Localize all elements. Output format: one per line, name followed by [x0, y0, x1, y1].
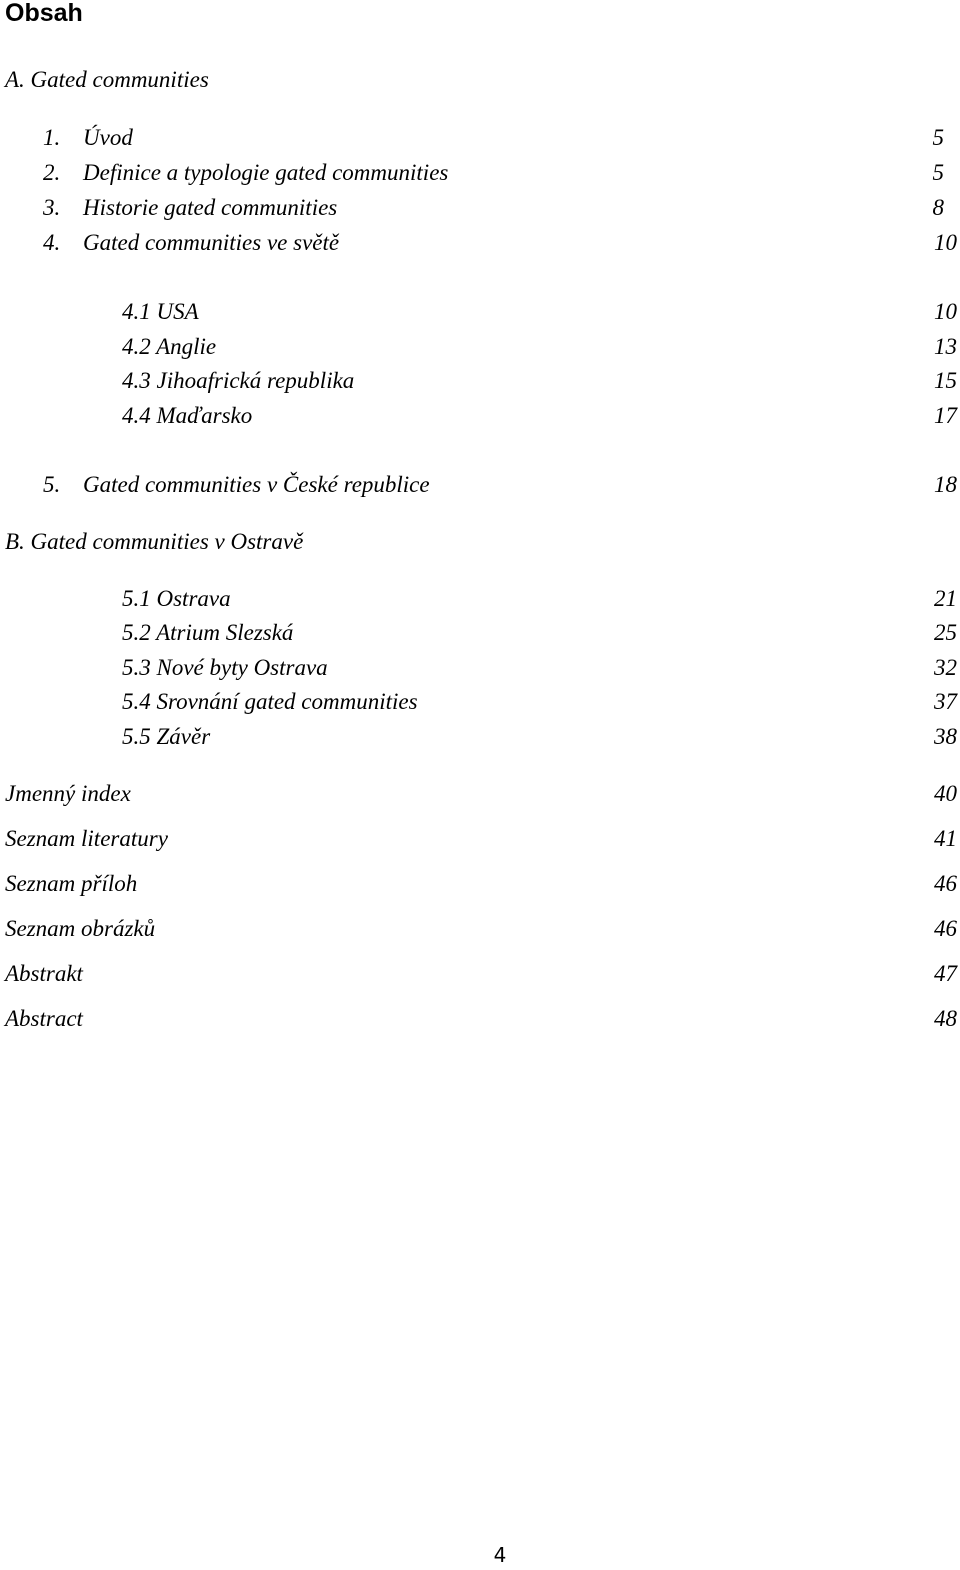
toc-entry[interactable]	[0, 468, 960, 502]
toc-entry-page: 46	[934, 871, 957, 896]
toc-backmatter-entry[interactable]	[0, 777, 960, 811]
toc-subentry[interactable]	[0, 616, 960, 650]
toc-part-label: A. Gated communities	[5, 67, 209, 92]
toc-entry-title: 5.1 Ostrava	[122, 586, 231, 611]
toc-entry-title: Gated communities v České republice	[83, 472, 430, 497]
toc-entry-title: Definice a typologie gated communities	[83, 160, 449, 185]
toc-entry-page: 5	[932, 125, 944, 150]
toc-entry[interactable]	[0, 226, 960, 260]
toc-subentry[interactable]	[0, 399, 960, 433]
toc-entry[interactable]	[0, 121, 960, 155]
toc-entry-page: 5	[932, 160, 944, 185]
toc-entry-page: 25	[934, 620, 957, 645]
toc-entry[interactable]	[0, 191, 960, 225]
toc-backmatter-entry[interactable]	[0, 957, 960, 991]
toc-subentry[interactable]	[0, 720, 960, 754]
toc-entry-title: 5.4 Srovnání gated communities	[122, 689, 418, 714]
toc-entry-number: 2.	[43, 160, 61, 185]
toc-backmatter-entry[interactable]	[0, 867, 960, 901]
toc-entry-page: 38	[934, 724, 957, 749]
toc-entry-title: 4.2 Anglie	[122, 334, 217, 359]
toc-entry-title: 5.3 Nové byty Ostrava	[122, 655, 328, 680]
toc-entry-title: 4.4 Maďarsko	[122, 403, 253, 428]
toc-entry-page: 46	[934, 916, 957, 941]
toc-entry-title: 5.2 Atrium Slezská	[122, 620, 294, 645]
toc-subentry[interactable]	[0, 295, 960, 329]
toc-entry-page: 41	[934, 826, 957, 851]
toc-entry[interactable]	[0, 156, 960, 190]
toc-entry-title: Gated communities ve světě	[83, 230, 340, 255]
toc-entry-page: 13	[934, 334, 957, 359]
toc-entry-title: Historie gated communities	[83, 195, 338, 220]
toc-entry-number: 3.	[43, 195, 61, 220]
toc-entry-page: 15	[934, 368, 957, 393]
toc-entry-page: 40	[934, 781, 957, 806]
toc-entry-title: 4.3 Jihoafrická republika	[122, 368, 355, 393]
toc-entry-title: Jmenný index	[5, 781, 131, 806]
toc-entry-title: 5.5 Závěr	[122, 724, 211, 749]
toc-part-a	[0, 63, 960, 97]
toc-subentry[interactable]	[0, 685, 960, 719]
toc-entry-page: 18	[934, 472, 957, 497]
toc-entry-title: Seznam literatury	[5, 826, 168, 851]
toc-entry-number: 1.	[43, 125, 61, 150]
toc-entry-title: Abstrakt	[5, 961, 83, 986]
toc-subentry[interactable]	[0, 651, 960, 685]
toc-entry-page: 8	[932, 195, 944, 220]
toc-backmatter-entry[interactable]	[0, 912, 960, 946]
toc-entry-page: 48	[934, 1006, 957, 1031]
toc-entry-title: Abstract	[5, 1006, 83, 1031]
toc-entry-page: 21	[934, 586, 957, 611]
toc-part-b	[0, 525, 960, 559]
page-title: Obsah	[5, 0, 83, 27]
toc-subentry[interactable]	[0, 364, 960, 398]
toc-entry-title: Úvod	[83, 125, 133, 150]
toc-entry-page: 10	[934, 230, 957, 255]
toc-subentry[interactable]	[0, 330, 960, 364]
toc-entry-page: 32	[934, 655, 957, 680]
toc-entry-number: 5.	[43, 472, 61, 497]
toc-entry-page: 10	[934, 299, 957, 324]
toc-backmatter-entry[interactable]	[0, 1002, 960, 1036]
page-number: 4	[493, 1543, 507, 1567]
toc-entry-page: 47	[934, 961, 957, 986]
toc-backmatter-entry[interactable]	[0, 822, 960, 856]
toc-entry-title: Seznam příloh	[5, 871, 138, 896]
toc-entry-title: 4.1 USA	[122, 299, 199, 324]
toc-entry-page: 17	[934, 403, 957, 428]
toc-entry-number: 4.	[43, 230, 61, 255]
toc-subentry[interactable]	[0, 582, 960, 616]
toc-part-label: B. Gated communities v Ostravě	[5, 529, 304, 554]
toc-entry-title: Seznam obrázků	[5, 916, 156, 941]
toc-entry-page: 37	[934, 689, 957, 714]
